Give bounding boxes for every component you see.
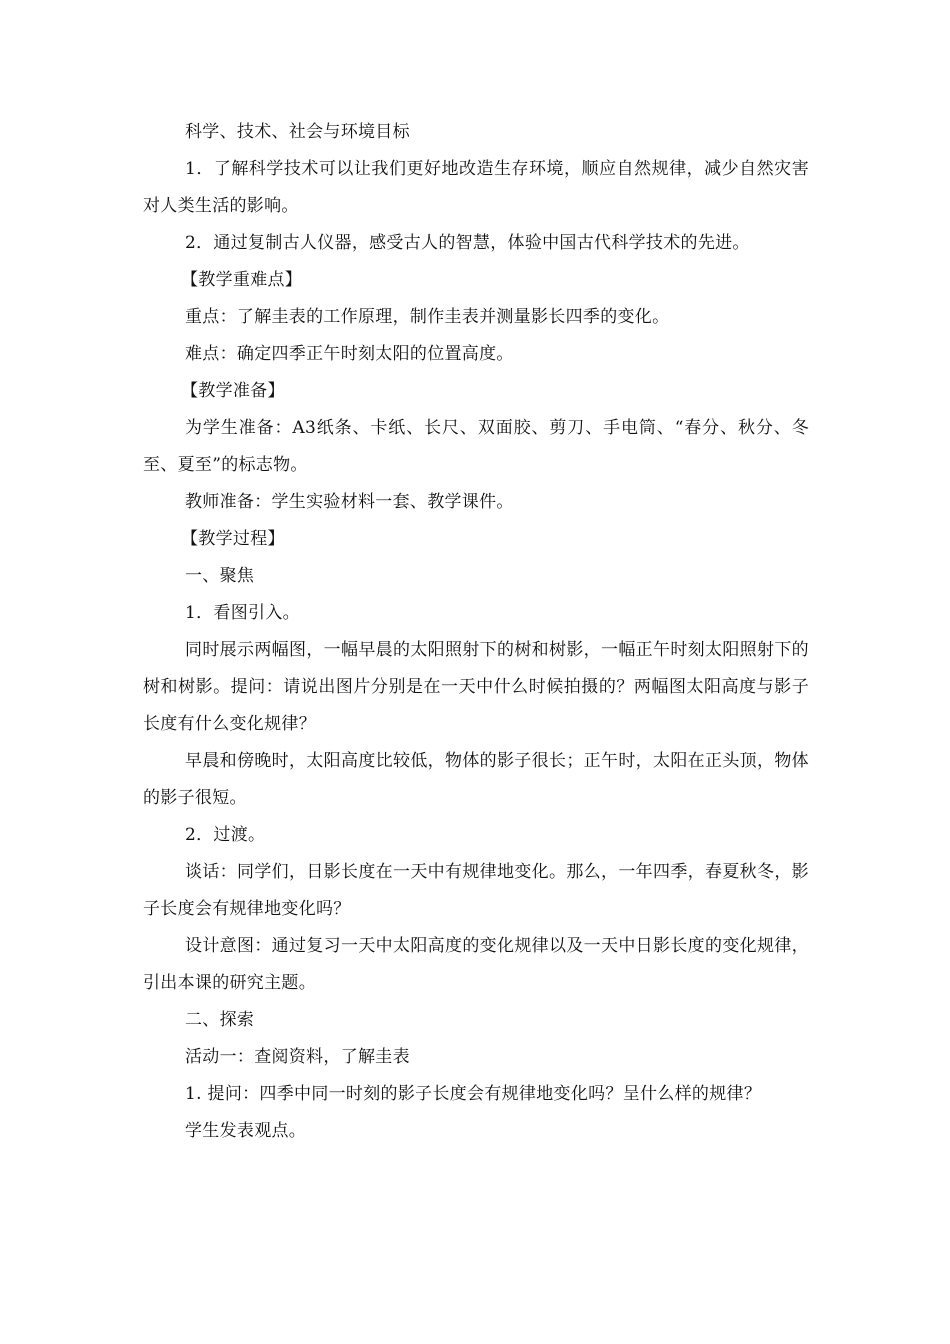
section-title-sts-goals: 科学、技术、社会与环境目标 <box>185 122 410 142</box>
student-preparation: 为学生准备：A3纸条、卡纸、长尺、双面胶、剪刀、手电筒、“春分、秋分、冬至、夏至”的标志物。 <box>143 418 809 475</box>
document-body <box>143 114 809 1150</box>
step-transition-title: 2．过渡。 <box>185 825 266 845</box>
activity-one-title: 活动一：查阅资料，了解圭表 <box>185 1047 410 1067</box>
section-explore: 二、探索 <box>185 1010 255 1030</box>
section-focus: 一、聚焦 <box>185 566 255 586</box>
heading-key-points: 【教学重难点】 <box>181 270 303 290</box>
step-intro-title: 1．看图引入。 <box>185 603 300 623</box>
step-intro-answer: 早晨和傍晚时，太阳高度比较低，物体的影子很长；正午时，太阳在正头顶，物体的影子很短。 <box>143 751 809 808</box>
step-transition-body: 谈话：同学们，日影长度在一天中有规律地变化。那么，一年四季，春夏秋冬，影子长度会有规律地变化吗？ <box>143 862 809 919</box>
design-intent: 设计意图：通过复习一天中太阳高度的变化规律以及一天中日影长度的变化规律，引出本课的研究主题。 <box>143 936 809 993</box>
heading-process: 【教学过程】 <box>181 529 285 549</box>
difficult-point-text: 难点：确定四季正午时刻太阳的位置高度。 <box>185 344 514 364</box>
goal-item-1: 1．了解科学技术可以让我们更好地改造生存环境，顺应自然规律，减少自然灾害对人类生活的影响。 <box>143 159 809 216</box>
heading-preparation: 【教学准备】 <box>181 381 285 401</box>
step-intro-body: 同时展示两幅图，一幅早晨的太阳照射下的树和树影，一幅正午时刻太阳照射下的树和树影。提问：请说出图片分别是在一天中什么时候拍摄的？两幅图太阳高度与影子长度有什么变化规律？ <box>143 640 809 734</box>
teacher-preparation: 教师准备：学生实验材料一套、教学课件。 <box>185 492 514 512</box>
activity-one-response: 学生发表观点。 <box>185 1121 307 1141</box>
activity-one-question: 1. 提问：四季中同一时刻的影子长度会有规律地变化吗？呈什么样的规律？ <box>185 1084 762 1104</box>
goal-item-2: 2．通过复制古人仪器，感受古人的智慧，体验中国古代科学技术的先进。 <box>185 233 750 253</box>
key-point-text: 重点：了解圭表的工作原理，制作圭表并测量影长四季的变化。 <box>185 307 670 327</box>
